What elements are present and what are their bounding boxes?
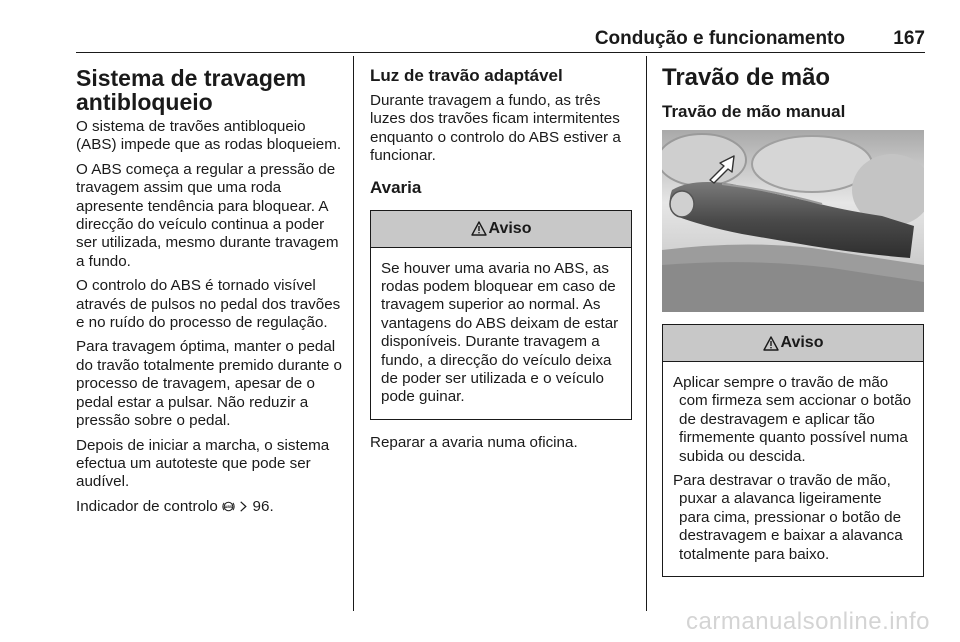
indicator-line: [76, 498, 342, 516]
page-reference-arrow-icon: [239, 500, 248, 513]
header-title: Condução e funcionamento: [594, 28, 845, 49]
warning-title: Aviso: [780, 334, 824, 351]
warning-triangle-icon: [471, 221, 487, 236]
warning-header: [663, 325, 923, 362]
warning-body: [663, 362, 923, 576]
paragraph: Durante travagem a fundo, as três luzes dos travões ficam intermitentes enquanto o controlo do ABS estiver a funcionar.: [370, 92, 621, 165]
paragraph: O sistema de travões antibloqueio (ABS) impede que as rodas bloqueiem.: [76, 118, 342, 154]
column-handbrake: [662, 62, 924, 577]
warning-text: Para destravar o travão de mão, puxar a alavanca ligeiramente para cima, pressionar o botão de destravagem e baixar a alavanca totalmente para baixo.: [673, 472, 903, 563]
section-heading-brake-light: Luz de travão adaptável: [370, 66, 563, 85]
paragraph: Para travagem óptima, manter o pedal do travão totalmente premido durante o processo de travagem, apesar de o pedal estar a pulsar. Não reduzir a pressão sobre o pedal.: [76, 338, 342, 430]
handbrake-photo: [662, 130, 924, 312]
paragraph: O controlo do ABS é tornado visível através de pulsos no pedal dos travões e no ruído do processo de regulação.: [76, 277, 341, 332]
watermark: carmanualsonline.info: [686, 608, 930, 635]
paragraph: O ABS começa a regular a pressão de travagem assim que uma roda apresente tendência para bloquear. A direcção do veículo continua a poder ser utilizada, mesmo durante travagem a fundo.: [76, 160, 339, 270]
warning-header: [371, 211, 631, 248]
column-divider: [353, 56, 354, 611]
page-number: 167: [893, 28, 925, 49]
warning-box: [662, 324, 924, 577]
warning-text: Se houver uma avaria no ABS, as rodas podem bloquear em caso de travagem superior ao normal. As vantagens do ABS deixam de estar disponíveis. Durante travagem a fundo, a direcção do veículo deixa de poder ser utilizada e o veículo pode guinar.: [381, 259, 619, 406]
section-subheading-fault: Avaria: [370, 177, 422, 197]
warning-body: [371, 248, 631, 419]
handbrake-illustration: [662, 130, 924, 312]
warning-triangle-icon: [763, 336, 779, 351]
section-heading-abs: Sistema de travagem antibloqueio: [76, 65, 307, 115]
paragraph: Depois de iniciar a marcha, o sistema efectua um autoteste que pode ser audível.: [76, 436, 330, 491]
section-heading-handbrake: Travão de mão: [662, 64, 831, 91]
warning-title: Aviso: [488, 219, 532, 237]
warning-box: [370, 210, 632, 420]
warning-text: Aplicar sempre o travão de mão com firmeza sem accionar o botão de destravagem e aplicar tão firmemente quanto possível numa subida ou descida.: [673, 374, 912, 465]
page-header: [76, 26, 925, 53]
section-subheading-manual: Travão de mão manual: [662, 102, 846, 121]
column-divider: [646, 56, 647, 611]
abs-indicator-icon: [222, 500, 235, 513]
paragraph: Reparar a avaria numa oficina.: [370, 433, 578, 451]
svg-text:ABS: ABS: [224, 504, 233, 509]
page-reference[interactable]: 96.: [252, 497, 274, 515]
indicator-label: Indicador de controlo: [76, 497, 218, 515]
column-brake-light: [370, 62, 632, 458]
column-abs: [76, 62, 342, 522]
